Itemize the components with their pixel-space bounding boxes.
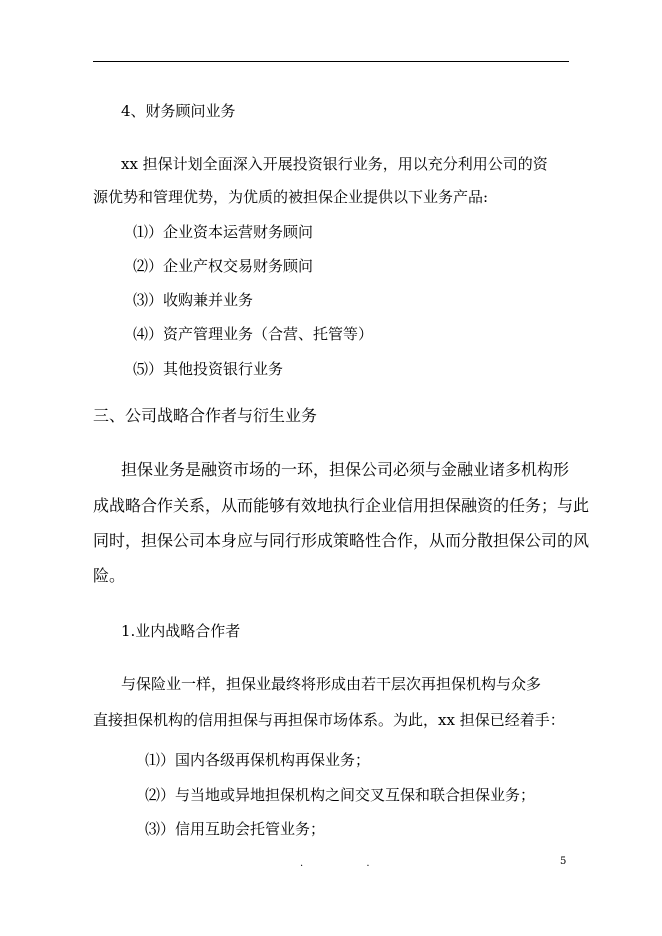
paragraph-3-line-1: 与保险业一样，担保业最终将形成由若干层次再担保机构与众多 <box>121 675 542 693</box>
list-item: ⑶）收购兼并业务 <box>133 291 254 309</box>
paragraph-1-line-2: 源优势和管理优势，为优质的被担保企业提供以下业务产品: <box>93 188 489 206</box>
paragraph-2-line-3: 同时，担保公司本身应与同行形成策略性合作，从而分散担保公司的风 <box>93 531 590 550</box>
header-rule <box>93 61 569 62</box>
list-item: ⑴）国内各级再保机构再保业务； <box>145 751 371 769</box>
page-number: 5 <box>560 856 567 867</box>
list-item: ⑸）其他投资银行业务 <box>133 360 284 378</box>
list-item: ⑴）企业资本运营财务顾问 <box>133 223 314 241</box>
list-item: ⑶）信用互助会托管业务； <box>145 820 326 838</box>
list-item: ⑵）企业产权交易财务顾问 <box>133 257 314 275</box>
paragraph-2-line-4: 险。 <box>93 566 126 585</box>
section-4-heading: 4、财务顾问业务 <box>121 102 236 120</box>
subsection-1-heading: 1.业内战略合作者 <box>121 622 241 640</box>
list-item: ⑵）与当地或异地担保机构之间交叉互保和联合担保业务； <box>145 786 536 804</box>
footer-dots: . . <box>300 858 400 869</box>
section-3-heading: 三、公司战略合作者与衍生业务 <box>93 406 318 425</box>
paragraph-2-line-2: 成战略合作关系，从而能够有效地执行企业信用担保融资的任务；与此 <box>93 496 590 515</box>
paragraph-2-line-1: 担保业务是融资市场的一环，担保公司必须与金融业诸多机构形 <box>121 460 570 479</box>
paragraph-3-line-2: 直接担保机构的信用担保与再担保市场体系。为此，xx 担保已经着手： <box>93 711 565 729</box>
paragraph-1-line-1: xx 担保计划全面深入开展投资银行业务，用以充分利用公司的资 <box>121 155 548 173</box>
list-item: ⑷）资产管理业务（合营、托管等） <box>133 325 374 343</box>
